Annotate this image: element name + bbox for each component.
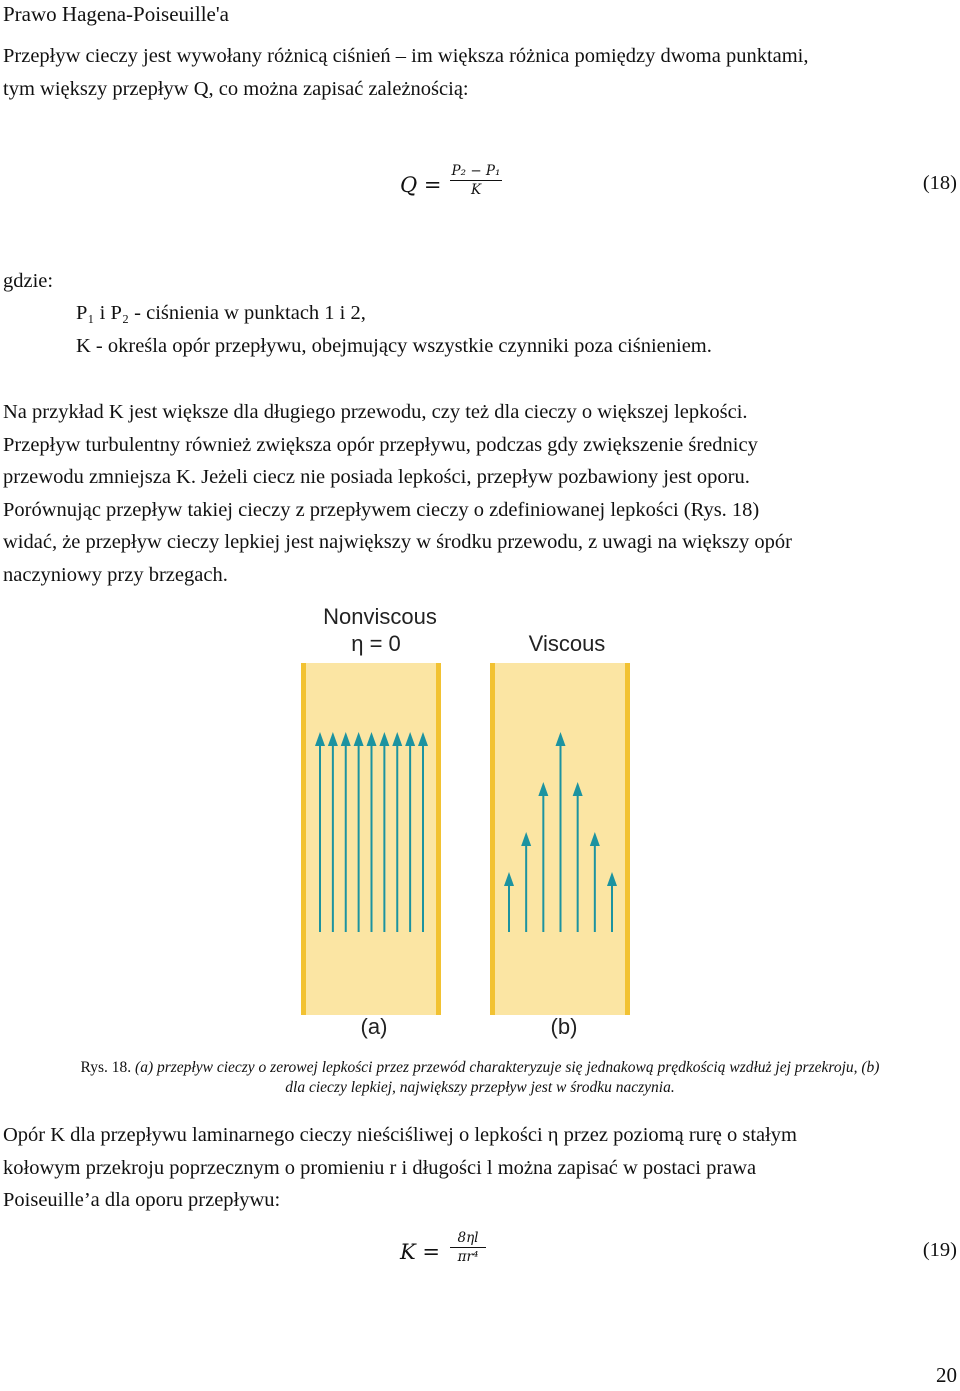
viscous-title: Viscous xyxy=(528,631,606,656)
figure-caption xyxy=(3,1058,957,1098)
equation-19-number: (19) xyxy=(922,1239,957,1261)
figure-label-a: (a) xyxy=(360,1014,388,1039)
equation-18-numerator: P₂ − P₁ xyxy=(451,163,501,179)
nonviscous-title: Nonviscous xyxy=(323,604,437,629)
poiseuille-paragraph xyxy=(3,1119,957,1217)
explanation-line-5: widać, że przepływ cieczy lepkiej jest największy w środku przewodu, z uwagi na większy opór xyxy=(3,531,792,554)
viscosity-zero-label: η = 0 xyxy=(351,631,401,656)
fraction-bar xyxy=(450,180,502,181)
equation-18-denominator: K xyxy=(470,182,482,198)
page-number: 20 xyxy=(936,1363,957,1387)
caption-prefix: Rys. 18. xyxy=(80,1059,132,1076)
tube-wall-right xyxy=(436,663,441,1015)
fraction-bar xyxy=(450,1247,486,1248)
poiseuille-line-2: kołowym przekroju poprzecznym o promieniu r i długości l można zapisać w postaci prawa xyxy=(3,1156,757,1179)
equation-19-numerator: 8ηl xyxy=(457,1230,479,1246)
nonviscous-velocity-arrows xyxy=(315,732,428,932)
tube-wall-left xyxy=(490,663,495,1015)
intro-paragraph xyxy=(3,40,957,105)
tube-wall-left xyxy=(301,663,306,1015)
poiseuille-line-1: Opór K dla przepływu laminarnego cieczy nieściśliwej o lepkości η przez poziomą rurę o stałym xyxy=(3,1124,798,1146)
tube-wall-right xyxy=(625,663,630,1015)
explanation-line-4: Porównując przepływ takiej cieczy z przepływem cieczy o zdefiniowanej lepkości (Rys. 18) xyxy=(3,498,760,521)
where-item-2: K - określa opór przepływu, obejmujący wszystkie czynniki poza ciśnieniem. xyxy=(76,335,712,357)
caption-line-2 xyxy=(3,1078,957,1098)
page-title: Prawo Hagena-Poiseuille'a xyxy=(3,2,229,26)
poiseuille-line-3: Poiseuille’a dla oporu przepływu: xyxy=(3,1189,281,1212)
where-item-1: P₁ i P₂ - ciśnienia w punktach 1 i 2, xyxy=(76,302,366,324)
intro-line-1: Przepływ cieczy jest wywołany różnicą ciśnień – im większa różnica pomiędzy dwoma punktami, xyxy=(3,45,809,67)
equation-19-denominator: πr⁴ xyxy=(457,1249,479,1265)
caption-text-2: dla cieczy lepkiej, największy przepływ jest w środku naczynia. xyxy=(285,1079,675,1096)
equation-18-number: (18) xyxy=(922,172,957,194)
caption-line-1 xyxy=(3,1058,957,1078)
explanation-line-3: przewodu zmniejsza K. Jeżeli ciecz nie posiada lepkości, przepływ pozbawiony jest oporu. xyxy=(3,466,750,489)
equation-18-lhs: Q = xyxy=(400,173,442,197)
explanation-line-2: Przepływ turbulentny również zwiększa opór przepływu, podczas gdy zwiększenie średnicy xyxy=(3,433,758,456)
explanation-line-6: naczyniowy przy brzegach. xyxy=(3,563,228,586)
figure-label-b: (b) xyxy=(550,1014,578,1039)
caption-text-1: (a) przepływ cieczy o zerowej lepkości przez przewód charakteryzuje się jednakową prędkością wzdłuż jej przekroju, (b) xyxy=(135,1059,880,1076)
where-label: gdzie: xyxy=(3,270,54,292)
intro-line-2: tym większy przepływ Q, co można zapisać zależnością: xyxy=(3,77,469,100)
equation-18-fraction xyxy=(450,163,502,198)
explanation-paragraph xyxy=(3,396,957,592)
explanation-line-1: Na przykład K jest większe dla długiego przewodu, czy też dla cieczy o większej lepkości. xyxy=(3,401,748,423)
equation-19-fraction xyxy=(450,1230,486,1265)
equation-19-lhs: K = xyxy=(400,1240,440,1264)
flow-figure xyxy=(290,600,650,1045)
